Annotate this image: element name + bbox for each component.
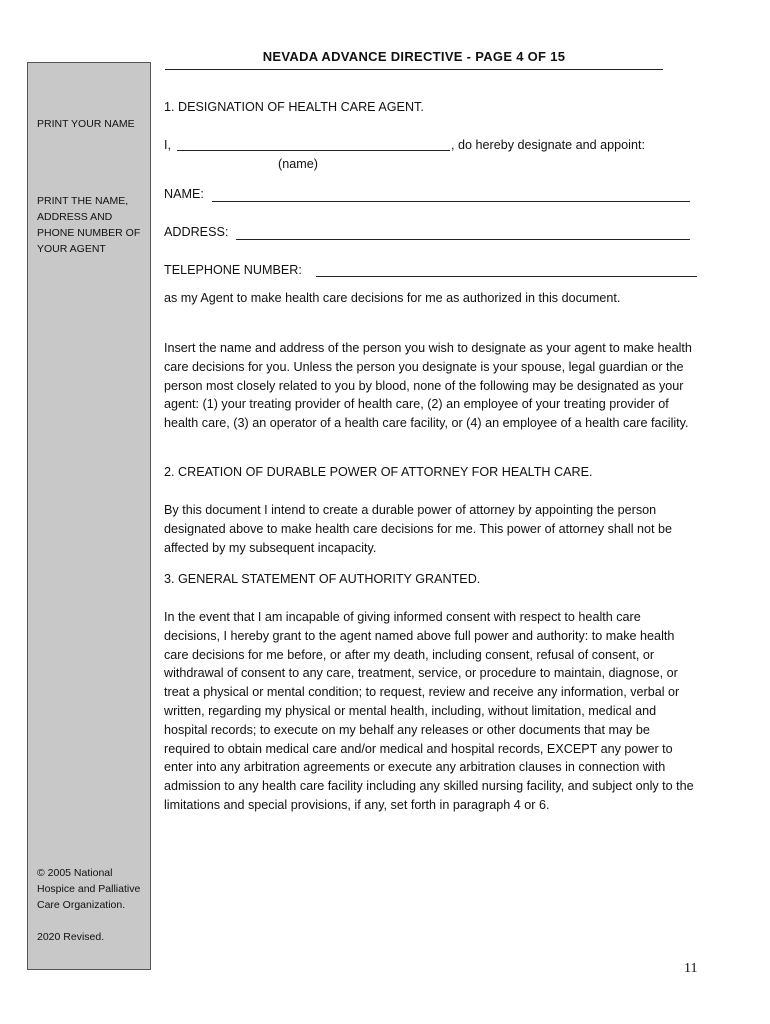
page-number: 11 xyxy=(684,961,698,976)
agent-name-label: NAME: xyxy=(164,187,204,201)
agent-telephone-line[interactable] xyxy=(316,276,697,277)
agent-address-label: ADDRESS: xyxy=(164,225,229,239)
section-1-heading: 1. DESIGNATION OF HEALTH CARE AGENT. xyxy=(164,100,424,114)
sidebar-copyright: © 2005 National Hospice and Palliative Care Organization. xyxy=(37,867,141,911)
sidebar-note-print-name: PRINT YOUR NAME xyxy=(37,118,135,130)
instruction-sidebar xyxy=(27,62,151,970)
agent-address-line[interactable] xyxy=(236,239,690,240)
sidebar-note-print-agent: PRINT THE NAME, ADDRESS AND PHONE NUMBER OF YOUR AGENT xyxy=(37,195,141,255)
agent-instructions: Insert the name and address of the person you wish to designate as your agent to make health care decisions for you. Unless the person you designate is your spouse, legal guardian or the person most closely related to you by blood, none of the following may be designated as your agent: (1) your treating provider of health care, (2) an employee of your treating provider of health care, (3) an operator of a health care facility, or (4) an employee of a health care facility. xyxy=(164,341,692,431)
agent-telephone-label: TELEPHONE NUMBER: xyxy=(164,263,302,277)
designate-suffix: , do hereby designate and appoint: xyxy=(451,138,645,152)
page-title: NEVADA ADVANCE DIRECTIVE - PAGE 4 OF 15 xyxy=(262,49,566,64)
sidebar-revised: 2020 Revised. xyxy=(37,931,105,943)
section-3-body: In the event that I am incapable of giving informed consent with respect to health care decisions, I hereby grant to the agent named above full power and authority: to make health care decisions for me before, or after my death, including consent, refusal of consent, or withdrawal of consent to any care, treatment, service, or procedure to maintain, diagnose, or treat a physical or mental condition; to request, review and receive any information, verbal or written, regarding my physical or mental health, including, without limitation, medical and hospital records; to execute on my behalf any releases or other documents that may be required to obtain medical care and/or medical and hospital records, EXCEPT any power to enter into any arbitration agreements or execute any arbitration clauses in connection with admission to any health care facility including any skilled nursing facility, and subject only to the limitations and special provisions, if any, set forth in paragraph 4 or 6. xyxy=(164,610,694,812)
section-3-heading: 3. GENERAL STATEMENT OF AUTHORITY GRANTED. xyxy=(164,572,481,586)
name-caption: (name) xyxy=(278,157,318,171)
section-2-heading: 2. CREATION OF DURABLE POWER OF ATTORNEY FOR HEALTH CARE. xyxy=(164,465,593,479)
header-divider xyxy=(165,69,663,70)
section-2-body: By this document I intend to create a durable power of attorney by appointing the person designated above to make health care decisions for me. This power of attorney shall not be affected by my subsequent incapacity. xyxy=(164,503,673,555)
agent-statement: as my Agent to make health care decisions for me as authorized in this document. xyxy=(164,291,621,305)
agent-name-line[interactable] xyxy=(212,201,690,202)
your-name-line[interactable] xyxy=(177,150,450,151)
designate-prefix: I, xyxy=(164,138,171,152)
